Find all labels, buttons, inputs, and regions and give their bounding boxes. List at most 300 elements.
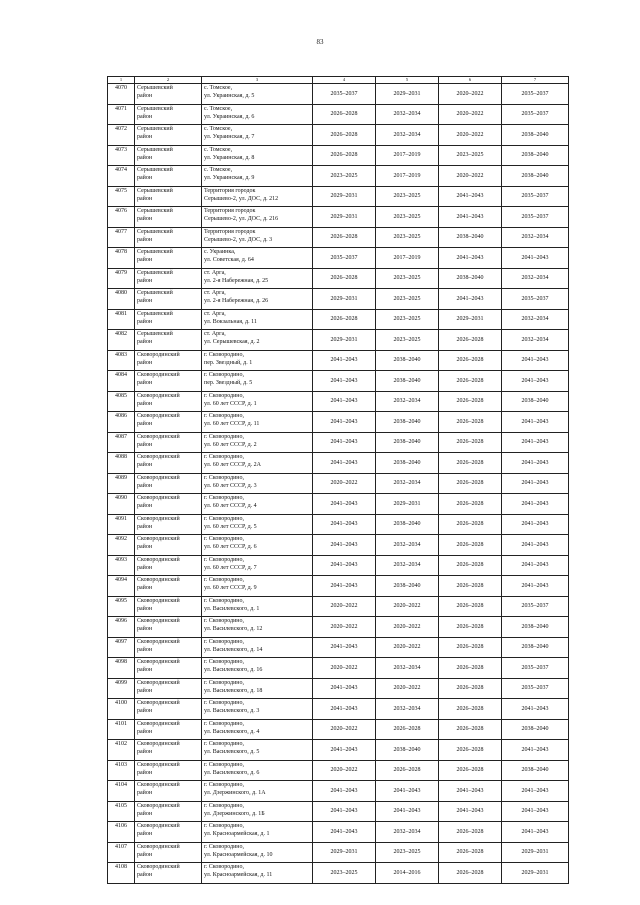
district-cell-line: Сковородинский bbox=[137, 392, 180, 399]
period-cell-4: 2026–2028 bbox=[313, 125, 376, 146]
district-cell-line: Сковородинский bbox=[137, 679, 180, 686]
period-cell-6: 2020–2022 bbox=[439, 104, 502, 125]
district-cell-line: район bbox=[137, 851, 153, 858]
period-cell-5: 2032–2034 bbox=[376, 822, 439, 843]
district-cell bbox=[135, 432, 202, 453]
period-cell-6: 2041–2043 bbox=[439, 801, 502, 822]
address-cell bbox=[202, 412, 313, 433]
table-row bbox=[108, 412, 569, 433]
address-cell bbox=[202, 145, 313, 166]
district-cell bbox=[135, 719, 202, 740]
district-cell bbox=[135, 309, 202, 330]
address-cell-line: г. Сковородино, bbox=[204, 761, 244, 768]
period-cell-6: 2026–2028 bbox=[439, 596, 502, 617]
address-cell-line: г. Сковородино, bbox=[204, 782, 244, 788]
row-number-cell: 4108 bbox=[108, 863, 135, 884]
period-cell-6: 2026–2028 bbox=[439, 637, 502, 658]
district-cell bbox=[135, 350, 202, 371]
period-cell-5: 2017–2019 bbox=[376, 166, 439, 187]
row-number-cell: 4084 bbox=[108, 371, 135, 392]
district-cell bbox=[135, 248, 202, 269]
address-cell bbox=[202, 494, 313, 515]
table-row bbox=[108, 760, 569, 781]
period-cell-7: 2041–2043 bbox=[502, 801, 569, 822]
address-cell-line: ул. Красноармейская, д. 11 bbox=[204, 872, 273, 878]
period-cell-7: 2041–2043 bbox=[502, 699, 569, 720]
table-row bbox=[108, 658, 569, 679]
row-number-cell: 4070 bbox=[108, 84, 135, 105]
table-row bbox=[108, 371, 569, 392]
address-cell-line: ул. 60 лет СССР, д. 9 bbox=[204, 585, 257, 591]
district-cell bbox=[135, 637, 202, 658]
period-cell-4: 2029–2031 bbox=[313, 330, 376, 351]
address-cell bbox=[202, 391, 313, 412]
period-cell-6: 2041–2043 bbox=[439, 186, 502, 207]
period-cell-7: 2041–2043 bbox=[502, 371, 569, 392]
district-cell bbox=[135, 822, 202, 843]
period-cell-7: 2041–2043 bbox=[502, 822, 569, 843]
district-cell bbox=[135, 678, 202, 699]
period-cell-5: 2032–2034 bbox=[376, 125, 439, 146]
district-cell-line: район bbox=[137, 585, 153, 591]
period-cell-6: 2029–2031 bbox=[439, 309, 502, 330]
address-cell bbox=[202, 740, 313, 761]
district-cell-line: Сковородинский bbox=[137, 823, 180, 829]
period-cell-7: 2041–2043 bbox=[502, 555, 569, 576]
address-cell-line: ст. Арга, bbox=[204, 331, 226, 337]
district-cell bbox=[135, 268, 202, 289]
period-cell-5: 2038–2040 bbox=[376, 412, 439, 433]
address-cell-line: ст. Арга, bbox=[204, 269, 226, 276]
period-cell-5: 2023–2025 bbox=[376, 842, 439, 863]
district-cell-line: Сковородинский bbox=[137, 413, 180, 419]
period-cell-7: 2032–2034 bbox=[502, 330, 569, 351]
address-cell-line: ул. Серышевская, д. 2 bbox=[204, 339, 260, 345]
district-cell-line: Серышевский bbox=[137, 228, 173, 235]
address-cell bbox=[202, 104, 313, 125]
period-cell-7: 2035–2037 bbox=[502, 104, 569, 125]
district-cell-line: Сковородинский bbox=[137, 864, 180, 870]
district-cell bbox=[135, 535, 202, 556]
district-cell-line: район bbox=[137, 605, 153, 612]
address-cell-line: Территория городок bbox=[204, 208, 256, 214]
table-row bbox=[108, 494, 569, 515]
table-row bbox=[108, 719, 569, 740]
column-number-row bbox=[108, 77, 569, 84]
period-cell-5: 2023–2025 bbox=[376, 309, 439, 330]
district-cell-line: Сковородинский bbox=[137, 720, 180, 727]
period-cell-7: 2035–2037 bbox=[502, 84, 569, 105]
period-cell-7: 2032–2034 bbox=[502, 309, 569, 330]
table-row bbox=[108, 207, 569, 228]
district-cell-line: Серышевский bbox=[137, 310, 173, 317]
table-row bbox=[108, 104, 569, 125]
address-cell-line: Серышево-2, ул. ДОС, д. 216 bbox=[204, 216, 279, 222]
period-cell-4: 2035–2037 bbox=[313, 84, 376, 105]
address-cell-line: ул. Василевского, д. 5 bbox=[204, 749, 260, 755]
period-cell-7: 2041–2043 bbox=[502, 740, 569, 761]
address-cell-line: ул. 60 лет СССР, д. 3 bbox=[204, 482, 257, 489]
period-cell-4: 2041–2043 bbox=[313, 432, 376, 453]
district-cell-line: Сковородинский bbox=[137, 536, 180, 542]
district-cell-line: Сковородинский bbox=[137, 761, 180, 768]
table-row bbox=[108, 576, 569, 597]
address-cell bbox=[202, 371, 313, 392]
table-row bbox=[108, 555, 569, 576]
district-cell-line: Сковородинский bbox=[137, 638, 180, 645]
address-cell bbox=[202, 658, 313, 679]
row-number-cell: 4102 bbox=[108, 740, 135, 761]
address-cell-line: ул. 60 лет СССР, д. 2 bbox=[204, 441, 257, 448]
table-row bbox=[108, 473, 569, 494]
district-cell-line: район bbox=[137, 216, 153, 222]
district-cell bbox=[135, 617, 202, 638]
address-cell bbox=[202, 637, 313, 658]
table-row bbox=[108, 740, 569, 761]
row-number-cell: 4077 bbox=[108, 227, 135, 248]
address-cell-line: с. Томское, bbox=[204, 167, 233, 173]
address-cell-line: ул. 60 лет СССР, д. 1 bbox=[204, 400, 257, 407]
district-cell-line: Серышевский bbox=[137, 187, 173, 194]
row-number-cell: 4098 bbox=[108, 658, 135, 679]
table-row bbox=[108, 535, 569, 556]
district-cell-line: район bbox=[137, 298, 153, 304]
district-cell-line: Серышевский bbox=[137, 146, 173, 153]
address-cell bbox=[202, 863, 313, 884]
period-cell-4: 2029–2031 bbox=[313, 842, 376, 863]
period-cell-6: 2026–2028 bbox=[439, 412, 502, 433]
address-cell-line: ул. Дзержинского, д. 1Б bbox=[204, 810, 265, 817]
period-cell-6: 2020–2022 bbox=[439, 125, 502, 146]
district-cell bbox=[135, 453, 202, 474]
address-cell-line: г. Сковородино, bbox=[204, 495, 244, 501]
address-cell-line: г. Сковородино, bbox=[204, 802, 244, 809]
table-row bbox=[108, 822, 569, 843]
address-cell-line: ул. Василевского, д. 4 bbox=[204, 728, 260, 735]
period-cell-5: 2029–2031 bbox=[376, 84, 439, 105]
address-cell-line: г. Сковородино, bbox=[204, 823, 244, 829]
district-cell-line: район bbox=[137, 175, 153, 181]
period-cell-4: 2041–2043 bbox=[313, 678, 376, 699]
period-cell-7: 2038–2040 bbox=[502, 145, 569, 166]
row-number-cell: 4071 bbox=[108, 104, 135, 125]
period-cell-6: 2026–2028 bbox=[439, 330, 502, 351]
district-cell bbox=[135, 658, 202, 679]
district-cell bbox=[135, 330, 202, 351]
row-number-cell: 4087 bbox=[108, 432, 135, 453]
address-cell bbox=[202, 822, 313, 843]
period-cell-7: 2041–2043 bbox=[502, 535, 569, 556]
period-cell-6: 2020–2022 bbox=[439, 166, 502, 187]
table-body bbox=[108, 84, 569, 884]
address-cell bbox=[202, 227, 313, 248]
column-header: 4 bbox=[313, 77, 376, 84]
column-header: 5 bbox=[376, 77, 439, 84]
period-cell-5: 2038–2040 bbox=[376, 453, 439, 474]
address-cell-line: пер. Звездный, д. 5 bbox=[204, 380, 253, 386]
address-cell bbox=[202, 453, 313, 474]
address-cell-line: Территория городок bbox=[204, 187, 256, 194]
row-number-cell: 4100 bbox=[108, 699, 135, 720]
period-cell-5: 2020–2022 bbox=[376, 596, 439, 617]
period-cell-7: 2041–2043 bbox=[502, 494, 569, 515]
district-cell bbox=[135, 596, 202, 617]
address-cell-line: с. Томское, bbox=[204, 146, 233, 153]
district-cell bbox=[135, 514, 202, 535]
district-cell-line: Сковородинский bbox=[137, 843, 180, 850]
address-cell bbox=[202, 842, 313, 863]
table-row bbox=[108, 309, 569, 330]
row-number-cell: 4072 bbox=[108, 125, 135, 146]
district-cell bbox=[135, 371, 202, 392]
period-cell-4: 2026–2028 bbox=[313, 227, 376, 248]
district-cell-line: Серышевский bbox=[137, 85, 173, 91]
period-cell-6: 2026–2028 bbox=[439, 371, 502, 392]
row-number-cell: 4092 bbox=[108, 535, 135, 556]
address-cell-line: ул. Украинская, д. 6 bbox=[204, 113, 255, 120]
address-cell-line: ст. Арга, bbox=[204, 310, 226, 317]
district-cell bbox=[135, 842, 202, 863]
address-cell-line: ул. Василевского, д. 18 bbox=[204, 687, 263, 694]
address-cell bbox=[202, 330, 313, 351]
district-cell-line: Серышевский bbox=[137, 105, 173, 112]
district-cell-line: Серышевский bbox=[137, 208, 173, 214]
address-cell bbox=[202, 207, 313, 228]
address-cell bbox=[202, 268, 313, 289]
period-cell-5: 2032–2034 bbox=[376, 104, 439, 125]
district-cell-line: район bbox=[137, 687, 153, 694]
row-number-cell: 4091 bbox=[108, 514, 135, 535]
period-cell-5: 2038–2040 bbox=[376, 576, 439, 597]
period-cell-5: 2032–2034 bbox=[376, 535, 439, 556]
period-cell-7: 2038–2040 bbox=[502, 760, 569, 781]
address-cell-line: ул. Украинская, д. 7 bbox=[204, 134, 255, 140]
row-number-cell: 4096 bbox=[108, 617, 135, 638]
column-header: 7 bbox=[502, 77, 569, 84]
period-cell-4: 2041–2043 bbox=[313, 494, 376, 515]
district-cell-line: район bbox=[137, 236, 153, 243]
district-cell-line: район bbox=[137, 728, 153, 735]
row-number-cell: 4078 bbox=[108, 248, 135, 269]
period-cell-5: 2032–2034 bbox=[376, 658, 439, 679]
district-cell bbox=[135, 207, 202, 228]
period-cell-5: 2032–2034 bbox=[376, 699, 439, 720]
district-cell-line: район bbox=[137, 257, 153, 263]
period-cell-4: 2023–2025 bbox=[313, 166, 376, 187]
table-row bbox=[108, 84, 569, 105]
period-cell-7: 2035–2037 bbox=[502, 678, 569, 699]
row-number-cell: 4104 bbox=[108, 781, 135, 802]
address-cell-line: ул. 60 лет СССР, д. 2А bbox=[204, 462, 261, 468]
period-cell-6: 2026–2028 bbox=[439, 617, 502, 638]
district-cell bbox=[135, 391, 202, 412]
row-number-cell: 4103 bbox=[108, 760, 135, 781]
period-cell-7: 2035–2037 bbox=[502, 596, 569, 617]
address-cell bbox=[202, 125, 313, 146]
column-header: 2 bbox=[135, 77, 202, 84]
district-cell-line: район bbox=[137, 667, 153, 673]
table-row bbox=[108, 268, 569, 289]
period-cell-4: 2020–2022 bbox=[313, 473, 376, 494]
table-row bbox=[108, 350, 569, 371]
period-cell-7: 2041–2043 bbox=[502, 350, 569, 371]
period-cell-4: 2041–2043 bbox=[313, 555, 376, 576]
period-cell-6: 2026–2028 bbox=[439, 863, 502, 884]
address-cell bbox=[202, 719, 313, 740]
address-cell-line: ул. Украинская, д. 9 bbox=[204, 175, 255, 181]
district-cell-line: район bbox=[137, 749, 153, 755]
district-cell-line: район bbox=[137, 523, 153, 530]
table-row bbox=[108, 453, 569, 474]
table-row bbox=[108, 842, 569, 863]
period-cell-7: 2038–2040 bbox=[502, 617, 569, 638]
period-cell-6: 2041–2043 bbox=[439, 289, 502, 310]
district-cell-line: Сковородинский bbox=[137, 782, 180, 788]
period-cell-6: 2026–2028 bbox=[439, 514, 502, 535]
address-cell-line: ул. 60 лет СССР, д. 6 bbox=[204, 544, 257, 550]
address-cell-line: ул. 60 лет СССР, д. 4 bbox=[204, 503, 257, 509]
period-cell-4: 2020–2022 bbox=[313, 596, 376, 617]
table-row bbox=[108, 863, 569, 884]
period-cell-6: 2026–2028 bbox=[439, 822, 502, 843]
table-row bbox=[108, 125, 569, 146]
address-cell-line: г. Сковородино, bbox=[204, 618, 244, 624]
address-cell-line: г. Сковородино, bbox=[204, 454, 244, 460]
address-cell bbox=[202, 678, 313, 699]
district-cell-line: Сковородинский bbox=[137, 372, 180, 378]
row-number-cell: 4081 bbox=[108, 309, 135, 330]
period-cell-4: 2041–2043 bbox=[313, 637, 376, 658]
district-cell bbox=[135, 801, 202, 822]
period-cell-5: 2041–2043 bbox=[376, 801, 439, 822]
address-cell bbox=[202, 473, 313, 494]
period-cell-7: 2038–2040 bbox=[502, 637, 569, 658]
period-cell-7: 2041–2043 bbox=[502, 432, 569, 453]
period-cell-6: 2026–2028 bbox=[439, 678, 502, 699]
table-row bbox=[108, 699, 569, 720]
period-cell-6: 2041–2043 bbox=[439, 207, 502, 228]
period-cell-7: 2041–2043 bbox=[502, 514, 569, 535]
address-cell-line: ул. Василевского, д. 14 bbox=[204, 646, 263, 653]
row-number-cell: 4075 bbox=[108, 186, 135, 207]
period-cell-7: 2035–2037 bbox=[502, 186, 569, 207]
district-cell-line: район bbox=[137, 400, 153, 407]
period-cell-4: 2020–2022 bbox=[313, 760, 376, 781]
address-cell-line: Серышево-2, ул. ДОС, д. 3 bbox=[204, 236, 273, 243]
district-cell bbox=[135, 289, 202, 310]
period-cell-4: 2041–2043 bbox=[313, 391, 376, 412]
address-cell bbox=[202, 699, 313, 720]
address-cell-line: ул. Красноармейская, д. 10 bbox=[204, 851, 273, 858]
district-cell-line: район bbox=[137, 626, 153, 632]
district-cell-line: Сковородинский bbox=[137, 802, 180, 809]
district-cell-line: Сковородинский bbox=[137, 741, 180, 747]
address-cell-line: г. Сковородино, bbox=[204, 720, 244, 727]
address-cell bbox=[202, 555, 313, 576]
table-row bbox=[108, 801, 569, 822]
period-cell-6: 2026–2028 bbox=[439, 432, 502, 453]
address-cell-line: г. Сковородино, bbox=[204, 536, 244, 542]
period-cell-7: 2038–2040 bbox=[502, 719, 569, 740]
address-cell bbox=[202, 781, 313, 802]
period-cell-5: 2038–2040 bbox=[376, 432, 439, 453]
district-cell-line: Сковородинский bbox=[137, 597, 180, 604]
period-cell-7: 2029–2031 bbox=[502, 863, 569, 884]
row-number-cell: 4082 bbox=[108, 330, 135, 351]
address-cell bbox=[202, 432, 313, 453]
period-cell-4: 2035–2037 bbox=[313, 248, 376, 269]
period-cell-5: 2032–2034 bbox=[376, 391, 439, 412]
district-cell-line: район bbox=[137, 708, 153, 714]
district-cell-line: Серышевский bbox=[137, 269, 173, 276]
period-cell-4: 2020–2022 bbox=[313, 617, 376, 638]
address-cell bbox=[202, 576, 313, 597]
district-cell-line: район bbox=[137, 421, 153, 427]
row-number-cell: 4085 bbox=[108, 391, 135, 412]
address-cell bbox=[202, 186, 313, 207]
district-cell-line: Сковородинский bbox=[137, 556, 180, 563]
address-cell-line: г. Сковородино, bbox=[204, 597, 244, 604]
period-cell-5: 2023–2025 bbox=[376, 289, 439, 310]
address-cell-line: г. Сковородино, bbox=[204, 351, 244, 358]
row-number-cell: 4095 bbox=[108, 596, 135, 617]
row-number-cell: 4074 bbox=[108, 166, 135, 187]
row-number-cell: 4088 bbox=[108, 453, 135, 474]
period-cell-5: 2038–2040 bbox=[376, 350, 439, 371]
row-number-cell: 4083 bbox=[108, 350, 135, 371]
table-row bbox=[108, 432, 569, 453]
row-number-cell: 4094 bbox=[108, 576, 135, 597]
district-cell bbox=[135, 760, 202, 781]
period-cell-5: 2023–2025 bbox=[376, 330, 439, 351]
district-cell-line: район bbox=[137, 380, 153, 386]
table-row bbox=[108, 637, 569, 658]
district-cell-line: Сковородинский bbox=[137, 577, 180, 583]
table-row bbox=[108, 617, 569, 638]
district-cell-line: Сковородинский bbox=[137, 454, 180, 460]
column-header: 3 bbox=[202, 77, 313, 84]
period-cell-7: 2032–2034 bbox=[502, 268, 569, 289]
row-number-cell: 4090 bbox=[108, 494, 135, 515]
district-cell-line: район bbox=[137, 462, 153, 468]
period-cell-4: 2041–2043 bbox=[313, 781, 376, 802]
district-cell bbox=[135, 494, 202, 515]
address-cell-line: с. Томское, bbox=[204, 105, 233, 112]
address-cell bbox=[202, 350, 313, 371]
address-cell-line: г. Сковородино, bbox=[204, 659, 244, 665]
period-cell-4: 2026–2028 bbox=[313, 104, 376, 125]
district-cell-line: район bbox=[137, 503, 153, 509]
district-cell-line: Серышевский bbox=[137, 126, 173, 132]
address-cell-line: ул. 60 лет СССР, д. 11 bbox=[204, 421, 260, 427]
period-cell-7: 2041–2043 bbox=[502, 473, 569, 494]
period-cell-5: 2017–2019 bbox=[376, 248, 439, 269]
district-cell-line: Сковородинский bbox=[137, 474, 180, 481]
address-cell bbox=[202, 514, 313, 535]
address-cell-line: г. Сковородино, bbox=[204, 843, 244, 850]
district-cell-line: район bbox=[137, 872, 153, 878]
period-cell-7: 2035–2037 bbox=[502, 658, 569, 679]
address-cell bbox=[202, 535, 313, 556]
period-cell-6: 2026–2028 bbox=[439, 699, 502, 720]
period-cell-6: 2026–2028 bbox=[439, 719, 502, 740]
register-table bbox=[107, 76, 569, 884]
district-cell-line: район bbox=[137, 154, 153, 161]
row-number-cell: 4107 bbox=[108, 842, 135, 863]
period-cell-7: 2032–2034 bbox=[502, 227, 569, 248]
period-cell-4: 2041–2043 bbox=[313, 822, 376, 843]
period-cell-4: 2029–2031 bbox=[313, 289, 376, 310]
